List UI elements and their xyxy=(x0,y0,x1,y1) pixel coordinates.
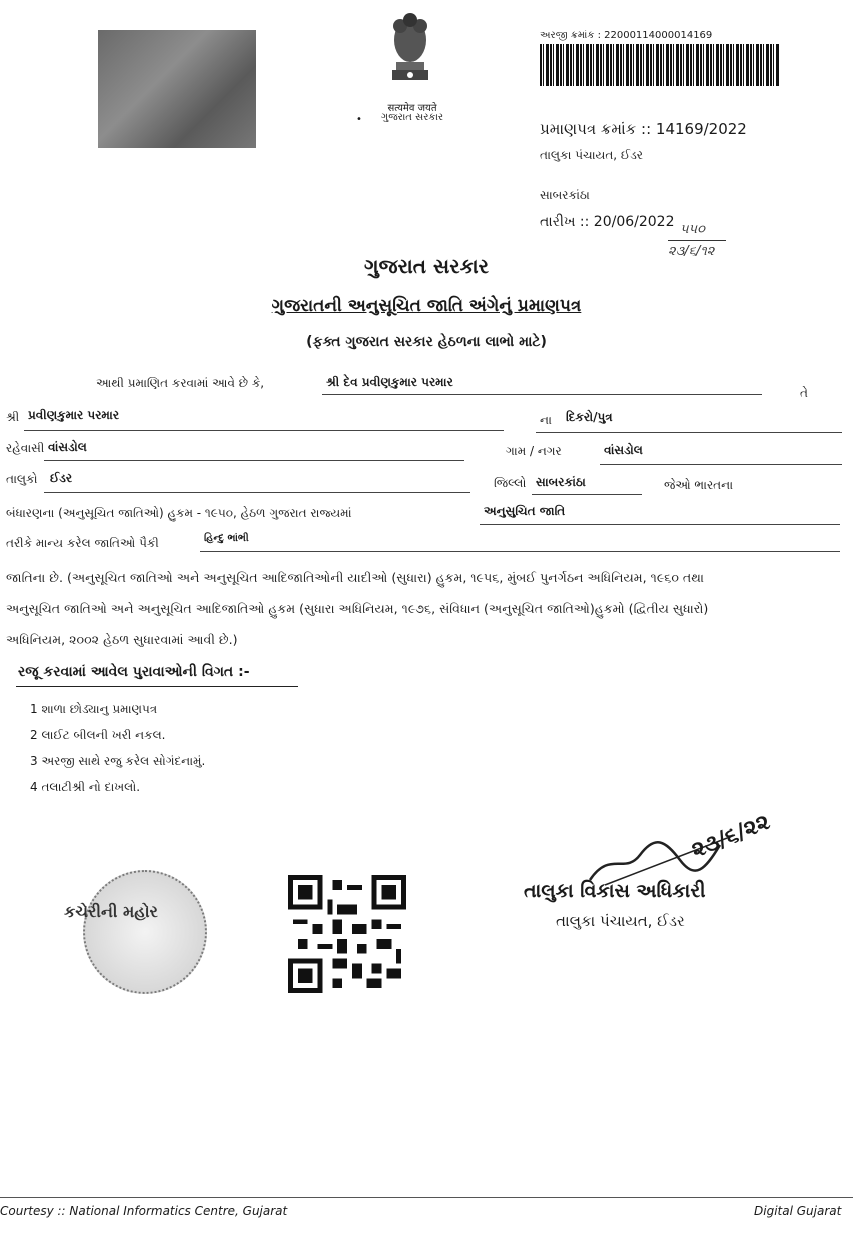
signature-date: ૨૩/૬/૨૨ xyxy=(688,809,774,864)
village-line xyxy=(600,464,842,465)
list-item: 3 અરજી સાથે રજુ કરેલ સોગંદનામું. xyxy=(30,754,206,768)
father-name: પ્રવીણકુમાર પરમાર xyxy=(28,408,120,422)
header-office: તાલુકા પંચાયત, ઈડર xyxy=(540,148,643,162)
resident-line xyxy=(44,460,464,461)
application-number: અરજી ક્રમાંક : 22000114000014169 xyxy=(540,30,713,41)
footer-rule xyxy=(0,1197,853,1198)
applicant-photo xyxy=(98,30,256,148)
resident-value: વાંસડોલ xyxy=(48,440,87,454)
district-label: જિલ્લો xyxy=(494,476,527,490)
barcode xyxy=(540,44,780,86)
applicant-line xyxy=(322,394,762,395)
office-seal xyxy=(83,870,207,994)
handwritten-number: ૫૫૦ xyxy=(680,222,705,237)
handwritten-divider xyxy=(668,240,726,241)
emblem-org: ગુજરાત સરકાર xyxy=(380,112,444,123)
issue-date: તારીખ :: 20/06/2022 xyxy=(540,214,675,230)
taluka-value: ઈડર xyxy=(50,471,73,485)
applicant-name: શ્રી દેવ પ્રવીણકુમાર પરમાર xyxy=(326,375,453,389)
list-item: 4 તલાટીશ્રી નો દાખલો. xyxy=(30,780,141,794)
handwritten-date-top: ૨૩/૬/૧૨ xyxy=(668,244,715,259)
caste-value-line xyxy=(200,551,840,552)
shri-label: શ્રી xyxy=(6,410,20,424)
relation-line xyxy=(536,432,842,433)
constitution-label: બંધારણના (અનુસૂચિત જાતિઓ) હુકમ - ૧૯૫૦, હેઠળ ગુજરાત રાજ્યમાં xyxy=(6,506,352,520)
evidence-heading: રજૂ કરવામાં આવેલ પુરાવાઓની વિગત :- xyxy=(18,664,250,680)
village-label: ગામ / નગર xyxy=(506,444,562,458)
footer-brand: Digital Gujarat xyxy=(754,1204,842,1218)
seal-label: કચેરીની મહોર xyxy=(64,902,158,921)
certificate-subtitle: (ફક્ત ગુજરાત સરકાર હેઠળના લાભો માટે) xyxy=(306,334,547,350)
paragraph-line-1: જાતિના છે. (અનુસૂચિત જાતિઓ અને અનુસૂચિત આદિજાતિઓની યાદીઓ (સુધારા) હુકમ, ૧૯૫૬, મુંબઈ પુનર્ગઠન અધિનિયમ, ૧૯૬૦ તથા xyxy=(6,570,705,585)
recognized-label: તરીકે માન્ય કરેલ જાતિઓ પૈકી xyxy=(6,536,159,550)
footer-courtesy: Courtesy :: National Informatics Centre, Gujarat xyxy=(0,1204,288,1218)
header-district: સાબરકાંઠા xyxy=(540,188,590,202)
paragraph-line-3: અધિનિયમ, ૨૦૦૨ હેઠળ સુધારવામાં આવી છે.) xyxy=(6,632,238,647)
signatory-office: તાલુકા પંચાયત, ઈડર xyxy=(556,912,685,930)
caste-category: અનુસુચિત જાતિ xyxy=(484,504,566,518)
national-emblem-icon xyxy=(370,6,450,98)
qr-code-icon xyxy=(287,875,407,993)
caste-category-line xyxy=(480,524,840,525)
relation: દિકરો/પુત્ર xyxy=(566,410,613,424)
taluka-line xyxy=(44,492,470,493)
na-label: ના xyxy=(540,413,552,427)
paragraph-line-2: અનુસૂચિત જાતિઓ અને અનુસૂચિત આદિજાતિઓ હુકમ (સુધારા અધિનિયમ, ૧૯૭૬, સંવિધાન (અનુસૂચિત જાતિઓ)હુકમો (દ્વિતીય સુધારો) xyxy=(6,601,709,616)
india-label: જેઓ ભારતના xyxy=(664,478,734,492)
government-title: ગુજરાત સરકાર xyxy=(364,254,489,278)
caste-value: હિન્દુ ભાંભી xyxy=(204,533,249,544)
father-line xyxy=(24,430,504,431)
village-value: વાંસડોલ xyxy=(604,443,643,457)
resident-label: રહેવાસી xyxy=(6,441,45,455)
evidence-heading-underline xyxy=(16,686,298,687)
list-item: 1 શાળા છોડ્યાનુ પ્રમાણપત્ર xyxy=(30,702,158,716)
dot-mark: • xyxy=(356,114,362,125)
district-line xyxy=(532,494,642,495)
emblem-motto: सत्यमेव जयते xyxy=(387,103,437,114)
district-value: સાબરકાંઠા xyxy=(536,475,586,489)
taluka-label: તાલુકો xyxy=(6,472,38,486)
signatory-designation: તાલુકા વિકાસ અધિકારી xyxy=(524,880,706,902)
list-item: 2 લાઈટ બીલની ખરી નકલ. xyxy=(30,728,166,742)
certificate-title: ગુજરાતની અનુસૂચિત જાતિ અંગેનું પ્રમાણપત્ર xyxy=(271,296,582,316)
te-label: તે xyxy=(800,386,808,400)
intro-text: આથી પ્રમાણિત કરવામાં આવે છે કે, xyxy=(96,376,265,390)
certificate-number: પ્રમાણપત્ર ક્રમાંક :: 14169/2022 xyxy=(540,120,747,138)
